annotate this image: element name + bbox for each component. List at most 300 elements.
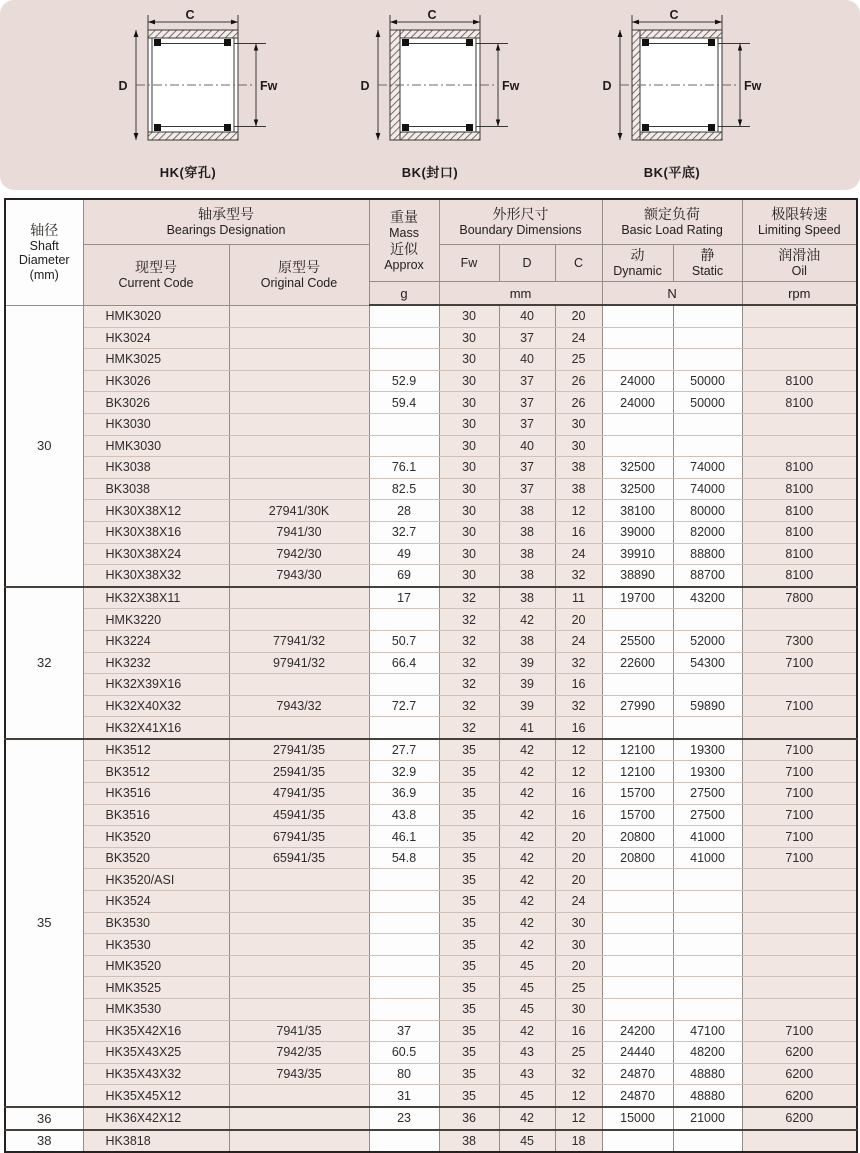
table-row xyxy=(5,1130,857,1153)
dynamic-load-cell: 15000 xyxy=(602,1107,673,1130)
table-row xyxy=(5,435,857,457)
oil-speed-cell xyxy=(742,977,857,999)
original-code-cell: 65941/35 xyxy=(229,847,369,869)
header-designation xyxy=(83,199,369,245)
header-current-code xyxy=(83,245,229,306)
dynamic-load-cell: 12100 xyxy=(602,739,673,761)
mass-cell xyxy=(369,327,439,349)
fw-cell: 32 xyxy=(439,674,499,696)
c-cell: 26 xyxy=(555,370,602,392)
c-cell: 16 xyxy=(555,717,602,739)
oil-speed-cell xyxy=(742,717,857,739)
c-cell: 30 xyxy=(555,934,602,956)
current-code-cell: HK3818 xyxy=(83,1130,229,1153)
dynamic-load-cell: 38890 xyxy=(602,565,673,587)
static-load-cell xyxy=(673,869,742,891)
original-code-cell: 7943/30 xyxy=(229,565,369,587)
table-row xyxy=(5,609,857,631)
oil-speed-cell xyxy=(742,999,857,1021)
c-cell: 16 xyxy=(555,1020,602,1042)
original-code-cell: 7942/35 xyxy=(229,1042,369,1064)
fw-cell: 35 xyxy=(439,1085,499,1107)
fw-cell: 30 xyxy=(439,543,499,565)
table-row xyxy=(5,739,857,761)
fw-cell: 30 xyxy=(439,349,499,371)
table-row xyxy=(5,826,857,848)
dim-label-fw: Fw xyxy=(260,79,278,93)
current-code-cell: HK3524 xyxy=(83,891,229,913)
static-load-cell xyxy=(673,305,742,327)
static-load-cell: 41000 xyxy=(673,847,742,869)
bearing-catalog-table xyxy=(4,198,858,1153)
static-load-cell: 50000 xyxy=(673,370,742,392)
mass-cell xyxy=(369,955,439,977)
original-code-cell: 67941/35 xyxy=(229,826,369,848)
mass-cell xyxy=(369,435,439,457)
current-code-cell: BK3530 xyxy=(83,912,229,934)
table-row xyxy=(5,500,857,522)
table-header xyxy=(5,199,857,305)
header-static xyxy=(673,245,742,282)
mass-cell xyxy=(369,609,439,631)
dynamic-load-cell: 20800 xyxy=(602,826,673,848)
d-cell: 42 xyxy=(499,739,555,761)
current-code-cell: HK30X38X24 xyxy=(83,543,229,565)
fw-cell: 35 xyxy=(439,891,499,913)
table-row xyxy=(5,912,857,934)
current-code-cell: HK3512 xyxy=(83,739,229,761)
table-row xyxy=(5,349,857,371)
header-original-cn: 原型号 xyxy=(278,258,320,275)
mass-cell xyxy=(369,413,439,435)
current-code-cell: HK3516 xyxy=(83,783,229,805)
header-boundary-cn: 外形尺寸 xyxy=(492,206,549,223)
dynamic-load-cell xyxy=(602,435,673,457)
diagram-caption-hk: HK(穿孔) xyxy=(159,165,217,180)
header-limiting-speed xyxy=(742,199,857,245)
table-row xyxy=(5,977,857,999)
original-code-cell: 97941/32 xyxy=(229,652,369,674)
original-code-cell xyxy=(229,717,369,739)
c-cell: 20 xyxy=(555,869,602,891)
d-cell: 42 xyxy=(499,891,555,913)
oil-speed-cell: 7100 xyxy=(742,804,857,826)
diagram-hk-open xyxy=(90,10,286,190)
dynamic-load-cell: 15700 xyxy=(602,783,673,805)
header-shaft-diameter xyxy=(5,199,83,305)
current-code-cell: HK32X40X32 xyxy=(83,695,229,717)
mass-cell: 80 xyxy=(369,1063,439,1085)
original-code-cell xyxy=(229,435,369,457)
current-code-cell: HK3232 xyxy=(83,652,229,674)
c-cell: 18 xyxy=(555,1130,602,1153)
bearing-diagrams-panel xyxy=(0,0,860,190)
dynamic-load-cell: 24200 xyxy=(602,1020,673,1042)
c-cell: 38 xyxy=(555,457,602,479)
original-code-cell xyxy=(229,674,369,696)
current-code-cell: HK3030 xyxy=(83,413,229,435)
fw-cell: 35 xyxy=(439,934,499,956)
oil-speed-cell: 7100 xyxy=(742,783,857,805)
oil-speed-cell xyxy=(742,327,857,349)
static-load-cell: 88800 xyxy=(673,543,742,565)
header-shaft-en2: Diameter xyxy=(18,253,70,268)
table-row xyxy=(5,1085,857,1107)
current-code-cell: HMK3025 xyxy=(83,349,229,371)
mass-cell: 32.7 xyxy=(369,521,439,543)
c-cell: 12 xyxy=(555,761,602,783)
static-load-cell: 21000 xyxy=(673,1107,742,1130)
header-approx-en: Approx xyxy=(384,257,424,272)
static-load-cell: 80000 xyxy=(673,500,742,522)
dim-label-c: C xyxy=(185,10,195,22)
dynamic-load-cell: 19700 xyxy=(602,587,673,609)
d-cell: 45 xyxy=(499,1130,555,1153)
oil-speed-cell xyxy=(742,869,857,891)
table-row xyxy=(5,565,857,587)
oil-speed-cell xyxy=(742,435,857,457)
static-load-cell: 48880 xyxy=(673,1085,742,1107)
c-cell: 25 xyxy=(555,1042,602,1064)
static-load-cell xyxy=(673,413,742,435)
d-cell: 39 xyxy=(499,652,555,674)
current-code-cell: HK32X41X16 xyxy=(83,717,229,739)
oil-speed-cell: 8100 xyxy=(742,543,857,565)
header-mass-cn: 重量 xyxy=(390,208,419,225)
mass-cell: 76.1 xyxy=(369,457,439,479)
d-cell: 42 xyxy=(499,783,555,805)
dynamic-load-cell: 32500 xyxy=(602,478,673,500)
d-cell: 38 xyxy=(499,521,555,543)
current-code-cell: HK35X43X25 xyxy=(83,1042,229,1064)
c-cell: 24 xyxy=(555,327,602,349)
oil-speed-cell xyxy=(742,305,857,327)
c-cell: 32 xyxy=(555,1063,602,1085)
current-code-cell: HK3024 xyxy=(83,327,229,349)
c-cell: 30 xyxy=(555,435,602,457)
dynamic-load-cell xyxy=(602,869,673,891)
bearing-section-drawing-bk-sealed xyxy=(332,10,528,160)
fw-cell: 30 xyxy=(439,435,499,457)
oil-speed-cell: 8100 xyxy=(742,500,857,522)
d-cell: 42 xyxy=(499,934,555,956)
d-cell: 40 xyxy=(499,305,555,327)
static-load-cell: 43200 xyxy=(673,587,742,609)
dim-label-d: D xyxy=(360,79,370,93)
dynamic-load-cell: 24870 xyxy=(602,1063,673,1085)
mass-cell xyxy=(369,999,439,1021)
dynamic-load-cell xyxy=(602,327,673,349)
dynamic-load-cell: 38100 xyxy=(602,500,673,522)
d-cell: 37 xyxy=(499,370,555,392)
oil-speed-cell: 6200 xyxy=(742,1107,857,1130)
current-code-cell: HK3026 xyxy=(83,370,229,392)
shaft-diameter-value: 36 xyxy=(5,1107,83,1130)
table-row xyxy=(5,1107,857,1130)
header-c-label: C xyxy=(574,255,584,270)
d-cell: 42 xyxy=(499,912,555,934)
dynamic-load-cell: 39910 xyxy=(602,543,673,565)
table-row xyxy=(5,999,857,1021)
table-row xyxy=(5,413,857,435)
dim-label-fw: Fw xyxy=(744,79,762,93)
current-code-cell: HK30X38X12 xyxy=(83,500,229,522)
d-cell: 43 xyxy=(499,1063,555,1085)
dynamic-load-cell xyxy=(602,349,673,371)
original-code-cell xyxy=(229,977,369,999)
original-code-cell xyxy=(229,370,369,392)
current-code-cell: BK3520 xyxy=(83,847,229,869)
current-code-cell: HK3038 xyxy=(83,457,229,479)
d-cell: 39 xyxy=(499,674,555,696)
d-cell: 45 xyxy=(499,999,555,1021)
static-load-cell xyxy=(673,977,742,999)
d-cell: 42 xyxy=(499,869,555,891)
header-boundary-dimensions xyxy=(439,199,602,245)
d-cell: 38 xyxy=(499,543,555,565)
c-cell: 25 xyxy=(555,349,602,371)
current-code-cell: HMK3030 xyxy=(83,435,229,457)
c-cell: 16 xyxy=(555,804,602,826)
d-cell: 42 xyxy=(499,804,555,826)
oil-speed-cell xyxy=(742,891,857,913)
c-cell: 32 xyxy=(555,652,602,674)
unit-grams: g xyxy=(369,282,439,306)
oil-speed-cell: 6200 xyxy=(742,1063,857,1085)
mass-cell: 36.9 xyxy=(369,783,439,805)
fw-cell: 35 xyxy=(439,912,499,934)
oil-speed-cell: 8100 xyxy=(742,565,857,587)
table-row xyxy=(5,934,857,956)
d-cell: 37 xyxy=(499,413,555,435)
dynamic-load-cell xyxy=(602,1130,673,1153)
mass-cell: 27.7 xyxy=(369,739,439,761)
current-code-cell: BK3038 xyxy=(83,478,229,500)
fw-cell: 32 xyxy=(439,609,499,631)
current-code-cell: HMK3520 xyxy=(83,955,229,977)
header-load-en: Basic Load Rating xyxy=(621,223,723,238)
mass-cell: 37 xyxy=(369,1020,439,1042)
header-fw-label: Fw xyxy=(460,255,478,270)
current-code-cell: HK30X38X32 xyxy=(83,565,229,587)
current-code-cell: HK3224 xyxy=(83,630,229,652)
dynamic-load-cell xyxy=(602,305,673,327)
original-code-cell: 7942/30 xyxy=(229,543,369,565)
oil-speed-cell: 6200 xyxy=(742,1042,857,1064)
mass-cell: 49 xyxy=(369,543,439,565)
header-speed-cn: 极限转速 xyxy=(771,206,828,223)
oil-speed-cell: 7100 xyxy=(742,847,857,869)
oil-speed-cell: 8100 xyxy=(742,478,857,500)
oil-speed-cell xyxy=(742,413,857,435)
c-cell: 30 xyxy=(555,912,602,934)
original-code-cell: 27941/30K xyxy=(229,500,369,522)
original-code-cell: 45941/35 xyxy=(229,804,369,826)
oil-speed-cell: 7100 xyxy=(742,652,857,674)
table-row xyxy=(5,457,857,479)
oil-speed-cell: 7100 xyxy=(742,695,857,717)
static-load-cell: 47100 xyxy=(673,1020,742,1042)
fw-cell: 35 xyxy=(439,847,499,869)
current-code-cell: HK32X39X16 xyxy=(83,674,229,696)
static-load-cell xyxy=(673,912,742,934)
d-cell: 37 xyxy=(499,327,555,349)
d-cell: 40 xyxy=(499,435,555,457)
table-row xyxy=(5,891,857,913)
dynamic-load-cell: 24440 xyxy=(602,1042,673,1064)
fw-cell: 35 xyxy=(439,783,499,805)
dynamic-load-cell xyxy=(602,891,673,913)
static-load-cell: 27500 xyxy=(673,804,742,826)
fw-cell: 32 xyxy=(439,695,499,717)
current-code-cell: HK3530 xyxy=(83,934,229,956)
shaft-diameter-value: 32 xyxy=(5,587,83,739)
table-row xyxy=(5,1042,857,1064)
c-cell: 11 xyxy=(555,587,602,609)
fw-cell: 35 xyxy=(439,977,499,999)
table-row xyxy=(5,695,857,717)
oil-speed-cell xyxy=(742,609,857,631)
static-load-cell: 52000 xyxy=(673,630,742,652)
fw-cell: 32 xyxy=(439,717,499,739)
header-mass xyxy=(369,199,439,282)
bearing-section-drawing-bk-flat xyxy=(574,10,770,160)
current-code-cell: HMK3220 xyxy=(83,609,229,631)
fw-cell: 30 xyxy=(439,457,499,479)
dynamic-load-cell: 24870 xyxy=(602,1085,673,1107)
static-load-cell: 27500 xyxy=(673,783,742,805)
header-static-en: Static xyxy=(691,264,724,279)
table-row xyxy=(5,804,857,826)
c-cell: 26 xyxy=(555,392,602,414)
header-oil xyxy=(742,245,857,282)
original-code-cell: 7941/35 xyxy=(229,1020,369,1042)
unit-rpm: rpm xyxy=(742,282,857,306)
diagram-bk-sealed xyxy=(332,10,528,190)
bearing-section-drawing-hk xyxy=(90,10,286,160)
c-cell: 12 xyxy=(555,1107,602,1130)
original-code-cell xyxy=(229,912,369,934)
d-cell: 45 xyxy=(499,977,555,999)
diagram-bk-flat xyxy=(574,10,770,190)
original-code-cell xyxy=(229,955,369,977)
d-cell: 37 xyxy=(499,478,555,500)
dynamic-load-cell xyxy=(602,934,673,956)
d-cell: 38 xyxy=(499,630,555,652)
d-cell: 37 xyxy=(499,457,555,479)
header-load-cn: 额定负荷 xyxy=(644,206,701,223)
original-code-cell xyxy=(229,1130,369,1153)
mass-cell: 66.4 xyxy=(369,652,439,674)
mass-cell xyxy=(369,912,439,934)
table-row xyxy=(5,869,857,891)
dynamic-load-cell: 12100 xyxy=(602,761,673,783)
table-row xyxy=(5,370,857,392)
fw-cell: 35 xyxy=(439,955,499,977)
dynamic-load-cell: 25500 xyxy=(602,630,673,652)
static-load-cell xyxy=(673,891,742,913)
header-load-rating xyxy=(602,199,742,245)
fw-cell: 35 xyxy=(439,761,499,783)
mass-cell xyxy=(369,349,439,371)
mass-cell xyxy=(369,869,439,891)
fw-cell: 35 xyxy=(439,1063,499,1085)
mass-cell xyxy=(369,934,439,956)
header-current-cn: 现型号 xyxy=(135,258,177,275)
mass-cell: 59.4 xyxy=(369,392,439,414)
header-approx-cn: 近似 xyxy=(390,240,419,257)
current-code-cell: HK35X42X16 xyxy=(83,1020,229,1042)
static-load-cell xyxy=(673,609,742,631)
static-load-cell xyxy=(673,717,742,739)
mass-cell xyxy=(369,717,439,739)
d-cell: 38 xyxy=(499,565,555,587)
mass-cell xyxy=(369,674,439,696)
d-cell: 38 xyxy=(499,587,555,609)
original-code-cell: 27941/35 xyxy=(229,739,369,761)
table-row xyxy=(5,327,857,349)
oil-speed-cell xyxy=(742,934,857,956)
header-c xyxy=(555,245,602,282)
c-cell: 20 xyxy=(555,305,602,327)
header-designation-cn: 轴承型号 xyxy=(198,206,254,223)
d-cell: 42 xyxy=(499,1020,555,1042)
original-code-cell: 7941/30 xyxy=(229,521,369,543)
header-designation-en: Bearings Designation xyxy=(166,223,286,238)
original-code-cell xyxy=(229,1107,369,1130)
header-shaft-cn: 轴径 xyxy=(30,221,59,238)
header-d xyxy=(499,245,555,282)
current-code-cell: BK3512 xyxy=(83,761,229,783)
static-load-cell: 59890 xyxy=(673,695,742,717)
c-cell: 38 xyxy=(555,478,602,500)
c-cell: 20 xyxy=(555,609,602,631)
d-cell: 42 xyxy=(499,1107,555,1130)
mass-cell: 50.7 xyxy=(369,630,439,652)
table-row xyxy=(5,1063,857,1085)
current-code-cell: HK35X43X32 xyxy=(83,1063,229,1085)
header-original-en: Original Code xyxy=(260,275,338,290)
original-code-cell xyxy=(229,478,369,500)
c-cell: 30 xyxy=(555,999,602,1021)
dynamic-load-cell: 39000 xyxy=(602,521,673,543)
header-fw xyxy=(439,245,499,282)
static-load-cell xyxy=(673,1130,742,1153)
dynamic-load-cell: 24000 xyxy=(602,392,673,414)
fw-cell: 38 xyxy=(439,1130,499,1153)
header-boundary-en: Boundary Dimensions xyxy=(459,223,582,238)
static-load-cell: 41000 xyxy=(673,826,742,848)
dynamic-load-cell xyxy=(602,999,673,1021)
table-row xyxy=(5,630,857,652)
oil-speed-cell xyxy=(742,349,857,371)
fw-cell: 30 xyxy=(439,327,499,349)
original-code-cell xyxy=(229,349,369,371)
static-load-cell xyxy=(673,327,742,349)
header-dynamic-en: Dynamic xyxy=(613,264,662,279)
dim-label-d: D xyxy=(602,79,612,93)
c-cell: 32 xyxy=(555,565,602,587)
static-load-cell xyxy=(673,934,742,956)
fw-cell: 35 xyxy=(439,739,499,761)
c-cell: 20 xyxy=(555,826,602,848)
table-row xyxy=(5,543,857,565)
table-row xyxy=(5,478,857,500)
fw-cell: 30 xyxy=(439,565,499,587)
oil-speed-cell: 8100 xyxy=(742,521,857,543)
oil-speed-cell: 8100 xyxy=(742,392,857,414)
d-cell: 39 xyxy=(499,695,555,717)
